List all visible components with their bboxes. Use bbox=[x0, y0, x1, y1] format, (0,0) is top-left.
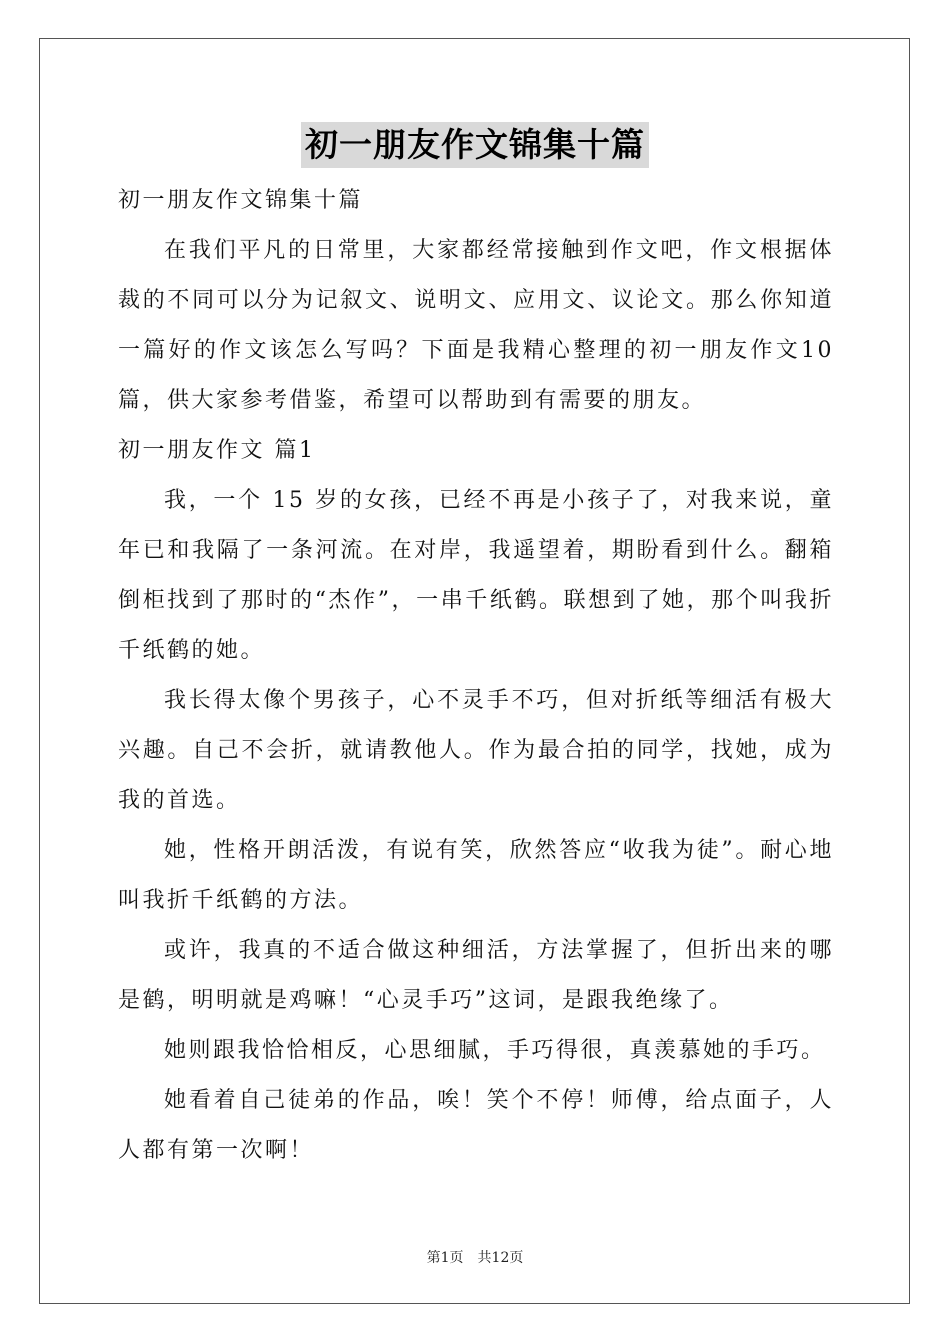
intro-paragraph: 在我们平凡的日常里，大家都经常接触到作文吧，作文根据体裁的不同可以分为记叙文、说明文、应用文、议论文。那么你知道一篇好的作文该怎么写吗？下面是我精心整理的初一朋友作文10篇，供大家参考借鉴，希望可以帮助到有需要的朋友。 bbox=[118, 238, 834, 413]
body-paragraph: 或许，我真的不适合做这种细活，方法掌握了，但折出来的哪是鹤，明明就是鸡嘛！“心灵手巧”这词，是跟我绝缘了。 bbox=[118, 938, 834, 1013]
body-paragraph: 我长得太像个男孩子，心不灵手不巧，但对折纸等细活有极大兴趣。自己不会折，就请教他人。作为最合拍的同学，找她，成为我的首选。 bbox=[118, 688, 834, 813]
section-heading: 初一朋友作文 篇1 bbox=[118, 438, 316, 463]
document-title: 初一朋友作文锦集十篇 bbox=[301, 122, 649, 168]
body-paragraph: 她看着自己徒弟的作品，唉！笑个不停！师傅，给点面子，人人都有第一次啊！ bbox=[118, 1088, 834, 1163]
body-paragraph: 她则跟我恰恰相反，心思细腻，手巧得很，真羡慕她的手巧。 bbox=[164, 1038, 826, 1063]
document-subtitle: 初一朋友作文锦集十篇 bbox=[118, 188, 364, 213]
title-container bbox=[0, 122, 950, 168]
body-paragraph: 她，性格开朗活泼，有说有笑，欣然答应“收我为徒”。耐心地叫我折千纸鹤的方法。 bbox=[118, 838, 834, 913]
document-body bbox=[118, 176, 834, 1176]
body-paragraph: 我，一个 15 岁的女孩，已经不再是小孩子了，对我来说，童年已和我隔了一条河流。在对岸，我遥望着，期盼看到什么。翻箱倒柜找到了那时的“杰作”，一串千纸鹤。联想到了她，那个叫我折千纸鹤的她。 bbox=[118, 488, 834, 663]
page-number-footer: 第1页 共12页 bbox=[426, 1250, 524, 1266]
